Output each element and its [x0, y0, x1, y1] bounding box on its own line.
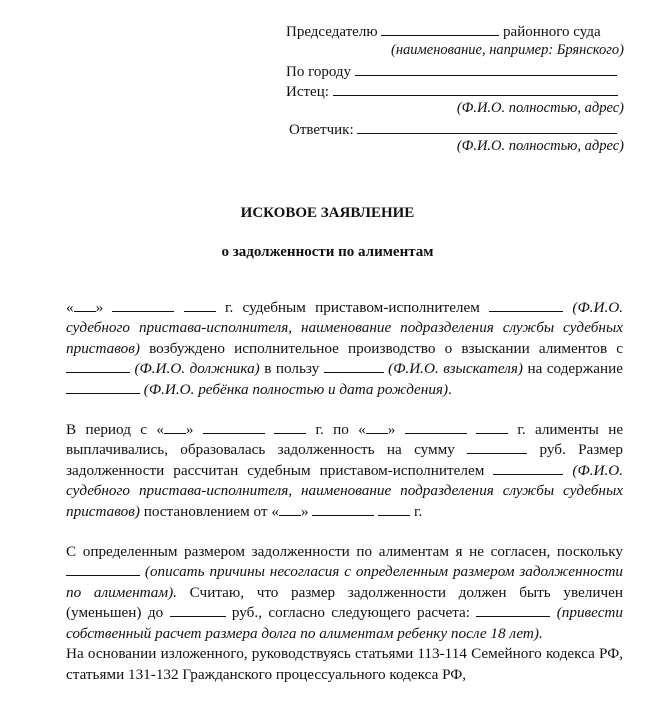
- text: В период с: [66, 421, 147, 439]
- text: возбуждено исполнительное производство о взыскании алиментов с: [149, 339, 624, 357]
- plaintiff-label: Истец:: [286, 84, 329, 100]
- text: г. алименты не выплачивались, образовалась задолженность на сумму: [66, 421, 624, 459]
- addressee-prefix: Председателю: [286, 24, 378, 40]
- blank-city: [355, 62, 617, 76]
- italic-note: (Ф.И.О. судебного пристава-исполнителя, наименование подразделения службы судебных приставов): [66, 299, 624, 357]
- paragraph-debt: [66, 420, 623, 522]
- italic-note: (Ф.И.О. взыскателя): [388, 360, 523, 378]
- quote-open: «: [156, 421, 164, 439]
- quote-close: »: [387, 421, 396, 439]
- italic-note: (Ф.И.О. должника): [134, 360, 260, 378]
- italic-note: (описать причины несогласия с определенным размером задолженности по алиментам).: [66, 563, 624, 601]
- text: .: [448, 380, 452, 398]
- italic-note: (Ф.И.О. судебного пристава-исполнителя, наименование подразделения службы судебных приставов): [66, 461, 624, 520]
- document-title: ИСКОВОЕ ЗАЯВЛЕНИЕ: [240, 205, 415, 221]
- blank: [66, 563, 140, 576]
- quote-open: «: [66, 299, 74, 316]
- city-label: По городу: [286, 64, 352, 80]
- text: г.: [413, 502, 423, 520]
- blank: [489, 299, 563, 312]
- text: г. по: [315, 421, 349, 439]
- blank-year: [378, 503, 410, 516]
- blank-amount: [170, 604, 226, 617]
- blank-month: [312, 503, 374, 516]
- text: в пользу: [264, 360, 320, 378]
- paragraph-enforcement: [66, 298, 623, 400]
- defendant-note: (Ф.И.О. полностью, адрес): [456, 138, 624, 154]
- plaintiff-line: [286, 82, 618, 101]
- blank-day: [366, 421, 388, 434]
- paragraph-disagreement: [66, 542, 623, 644]
- defendant-line: [289, 120, 617, 139]
- blank: [493, 462, 563, 475]
- quote-close: »: [300, 502, 309, 520]
- text: постановлением от: [143, 502, 268, 520]
- text: руб., согласно следующего расчета:: [231, 604, 470, 622]
- quote-open: «: [358, 421, 366, 439]
- blank-year: [274, 421, 306, 434]
- blank: [66, 381, 140, 394]
- blank-day: [74, 299, 96, 312]
- blank-month: [405, 421, 467, 434]
- text: на содержание: [527, 360, 623, 378]
- quote-close: »: [185, 421, 194, 439]
- quote-open: «: [271, 502, 279, 520]
- blank-plaintiff: [333, 82, 618, 96]
- blank: [476, 604, 550, 617]
- text: На основании изложенного, руководствуясь статьями 113-114 Семейного кодекса РФ, статьями 131-132 Гражданского процессуального кодекса РФ,: [66, 645, 623, 683]
- blank-month: [203, 421, 265, 434]
- paragraph-basis: [66, 644, 623, 685]
- document-subtitle: о задолженности по алиментам: [221, 244, 434, 260]
- document-body: [66, 298, 623, 685]
- blank-sum: [467, 441, 527, 454]
- court-name-note: (наименование, например: Брянского): [390, 42, 624, 58]
- text: руб. Размер задолженности рассчитан судебным приставом-исполнителем: [66, 441, 624, 479]
- addressee-suffix: районного суда: [503, 24, 601, 40]
- blank: [324, 360, 384, 373]
- italic-note: (Ф.И.О. ребёнка полностью и дата рождения): [143, 380, 449, 398]
- blank-month: [112, 299, 174, 312]
- blank-year: [476, 421, 508, 434]
- plaintiff-note: (Ф.И.О. полностью, адрес): [456, 100, 624, 116]
- city-line: [286, 62, 617, 81]
- blank: [66, 360, 130, 373]
- blank-day: [279, 503, 301, 516]
- defendant-label: Ответчик:: [289, 122, 354, 138]
- text: С определенным размером задолженности по алиментам я не согласен, поскольку: [66, 543, 623, 561]
- blank-defendant: [357, 120, 617, 134]
- court-addressee-line: [286, 22, 601, 41]
- italic-note: (привести собственный расчет размера долга по алиментам ребенку после 18 лет).: [66, 604, 623, 642]
- quote-close: »: [95, 299, 104, 316]
- text: г. судебным приставом-исполнителем: [224, 299, 480, 316]
- blank-court-name: [381, 22, 499, 36]
- blank-year: [184, 299, 216, 312]
- text: Считаю, что размер задолженности должен быть увеличен (уменьшен) до: [66, 583, 624, 622]
- blank-day: [164, 421, 186, 434]
